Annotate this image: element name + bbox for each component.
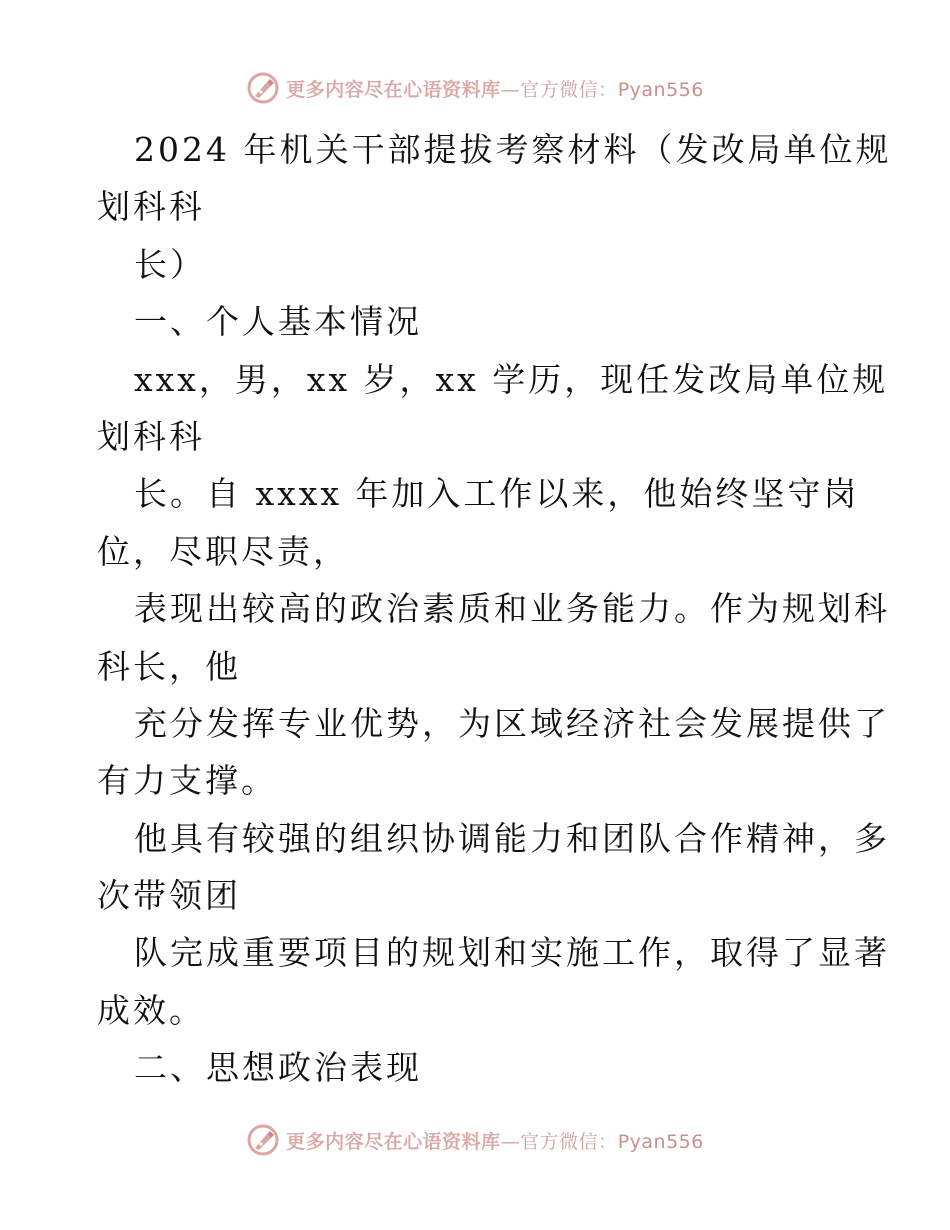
document-line: 二、思想政治表现 bbox=[134, 1048, 422, 1088]
document-line: 他具有较强的组织协调能力和团队合作精神，多 bbox=[134, 818, 890, 858]
document-line: 划科科 bbox=[97, 187, 205, 227]
document-line: 科长，他 bbox=[97, 646, 241, 686]
document-line: 长） bbox=[134, 244, 206, 284]
document-line: 次带领团 bbox=[97, 876, 241, 916]
watermark-wechat-label: 官方微信： bbox=[520, 78, 618, 101]
document-line: 表现出较高的政治素质和业务能力。作为规划科 bbox=[134, 589, 890, 629]
watermark-wechat-label: 官方微信： bbox=[520, 1130, 618, 1153]
document-line: 成效。 bbox=[97, 990, 205, 1030]
document-line: 充分发挥专业优势，为区域经济社会发展提供了 bbox=[134, 703, 890, 743]
document-line: xxx，男，xx 岁，xx 学历，现任发改局单位规 bbox=[134, 359, 889, 399]
watermark-text: 更多内容尽在心语资料库 bbox=[286, 1130, 501, 1153]
footer-watermark bbox=[0, 1120, 950, 1160]
watermark-wechat-id: Pyan556 bbox=[617, 78, 704, 101]
document-line: 划科科 bbox=[97, 416, 205, 456]
watermark-dash: — bbox=[500, 78, 521, 101]
pen-nib-logo-icon bbox=[246, 71, 280, 105]
watermark-wechat-id: Pyan556 bbox=[617, 1130, 704, 1153]
document-body bbox=[97, 121, 892, 1097]
pen-nib-logo-icon bbox=[246, 1123, 280, 1157]
document-line: 队完成重要项目的规划和实施工作，取得了显著 bbox=[134, 933, 890, 973]
document-line: 有力支撑。 bbox=[97, 761, 277, 801]
document-line: 2024 年机关干部提拔考察材料（发改局单位规 bbox=[134, 130, 892, 169]
document-line: 长。自 xxxx 年加入工作以来，他始终坚守岗 bbox=[134, 474, 860, 514]
header-watermark bbox=[0, 68, 950, 108]
watermark-text: 更多内容尽在心语资料库 bbox=[286, 78, 501, 101]
document-line: 一、个人基本情况 bbox=[134, 302, 422, 342]
watermark-dash: — bbox=[500, 1130, 521, 1153]
document-line: 位，尽职尽责， bbox=[97, 531, 349, 571]
